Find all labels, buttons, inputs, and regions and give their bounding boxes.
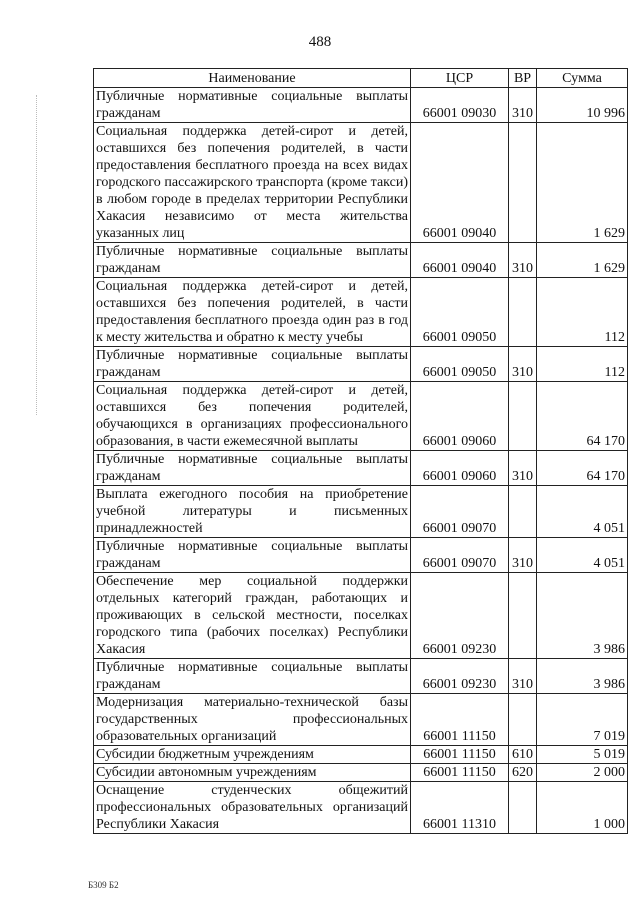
row-name: Оснащение студенческих общежитий профессиональных образовательных организаций Республики Хакасия xyxy=(94,782,411,834)
row-name: Социальная поддержка детей-сирот и детей, оставшихся без попечения родителей, в части предоставления бесплатного проезда один раз в год к месту жительства и обратно к месту учебы xyxy=(94,278,411,347)
row-vr xyxy=(509,782,537,834)
row-name: Публичные нормативные социальные выплаты гражданам xyxy=(94,451,411,486)
row-csr: 66001 09230 xyxy=(411,573,509,659)
table-header-row xyxy=(94,69,628,88)
row-sum: 112 xyxy=(537,278,628,347)
row-vr xyxy=(509,486,537,538)
row-sum: 10 996 xyxy=(537,88,628,123)
table-row xyxy=(94,123,628,243)
table-row xyxy=(94,573,628,659)
row-csr: 66001 09060 xyxy=(411,451,509,486)
row-name: Субсидии автономным учреждениям xyxy=(94,764,411,782)
row-vr xyxy=(509,278,537,347)
row-csr: 66001 09050 xyxy=(411,278,509,347)
row-vr: 310 xyxy=(509,451,537,486)
table-row xyxy=(94,451,628,486)
row-csr: 66001 09040 xyxy=(411,123,509,243)
row-csr: 66001 09070 xyxy=(411,538,509,573)
footer-mark: Б309 Б2 xyxy=(88,880,119,890)
row-sum: 7 019 xyxy=(537,694,628,746)
row-csr: 66001 09060 xyxy=(411,382,509,451)
row-vr: 310 xyxy=(509,659,537,694)
row-csr: 66001 09050 xyxy=(411,347,509,382)
header-name: Наименование xyxy=(94,69,411,88)
row-sum: 3 986 xyxy=(537,659,628,694)
row-sum: 1 629 xyxy=(537,243,628,278)
row-csr: 66001 09070 xyxy=(411,486,509,538)
table-row xyxy=(94,88,628,123)
row-name: Социальная поддержка детей-сирот и детей, оставшихся без попечения родителей, обучающихся в организациях профессионального образования, в части ежемесячной выплаты xyxy=(94,382,411,451)
row-sum: 4 051 xyxy=(537,486,628,538)
row-vr xyxy=(509,123,537,243)
row-vr: 310 xyxy=(509,88,537,123)
margin-marks xyxy=(36,95,38,415)
row-sum: 112 xyxy=(537,347,628,382)
table-row xyxy=(94,746,628,764)
header-sum: Сумма xyxy=(537,69,628,88)
row-vr: 310 xyxy=(509,243,537,278)
table-row xyxy=(94,659,628,694)
row-sum: 4 051 xyxy=(537,538,628,573)
header-csr: ЦСР xyxy=(411,69,509,88)
page-number: 488 xyxy=(308,34,332,50)
row-name: Модернизация материально-технической базы государственных профессиональных образовательных организаций xyxy=(94,694,411,746)
row-sum: 1 629 xyxy=(537,123,628,243)
table-row xyxy=(94,243,628,278)
row-name: Публичные нормативные социальные выплаты гражданам xyxy=(94,88,411,123)
row-sum: 1 000 xyxy=(537,782,628,834)
row-name: Субсидии бюджетным учреждениям xyxy=(94,746,411,764)
table-row xyxy=(94,538,628,573)
row-sum: 2 000 xyxy=(537,764,628,782)
budget-table xyxy=(93,68,628,834)
row-sum: 64 170 xyxy=(537,451,628,486)
row-csr: 66001 11150 xyxy=(411,764,509,782)
row-name: Обеспечение мер социальной поддержки отдельных категорий граждан, работающих и проживающих в сельской местности, поселках городского типа (рабочих поселках) Республики Хакасия xyxy=(94,573,411,659)
row-csr: 66001 09040 xyxy=(411,243,509,278)
row-vr xyxy=(509,573,537,659)
table-row xyxy=(94,782,628,834)
row-csr: 66001 11310 xyxy=(411,782,509,834)
row-name: Публичные нормативные социальные выплаты гражданам xyxy=(94,243,411,278)
row-vr: 610 xyxy=(509,746,537,764)
row-vr: 310 xyxy=(509,538,537,573)
row-csr: 66001 11150 xyxy=(411,694,509,746)
row-name: Публичные нормативные социальные выплаты гражданам xyxy=(94,659,411,694)
row-csr: 66001 09030 xyxy=(411,88,509,123)
row-sum: 64 170 xyxy=(537,382,628,451)
row-name: Публичные нормативные социальные выплаты гражданам xyxy=(94,538,411,573)
header-vr: ВР xyxy=(509,69,537,88)
row-name: Выплата ежегодного пособия на приобретение учебной литературы и письменных принадлежностей xyxy=(94,486,411,538)
row-vr xyxy=(509,382,537,451)
table-row xyxy=(94,382,628,451)
row-vr: 310 xyxy=(509,347,537,382)
row-name: Публичные нормативные социальные выплаты гражданам xyxy=(94,347,411,382)
table-row xyxy=(94,278,628,347)
row-csr: 66001 09230 xyxy=(411,659,509,694)
row-sum: 3 986 xyxy=(537,573,628,659)
table-row xyxy=(94,486,628,538)
row-name: Социальная поддержка детей-сирот и детей, оставшихся без попечения родителей, в части предоставления бесплатного проезда на всех видах городского пассажирского транспорта (кроме такси) в любом городе в пределах территории Республики Хакасия независимо от места жительства указанных лиц xyxy=(94,123,411,243)
table-row xyxy=(94,694,628,746)
row-csr: 66001 11150 xyxy=(411,746,509,764)
row-vr xyxy=(509,694,537,746)
table-row xyxy=(94,347,628,382)
row-vr: 620 xyxy=(509,764,537,782)
table-row xyxy=(94,764,628,782)
row-sum: 5 019 xyxy=(537,746,628,764)
